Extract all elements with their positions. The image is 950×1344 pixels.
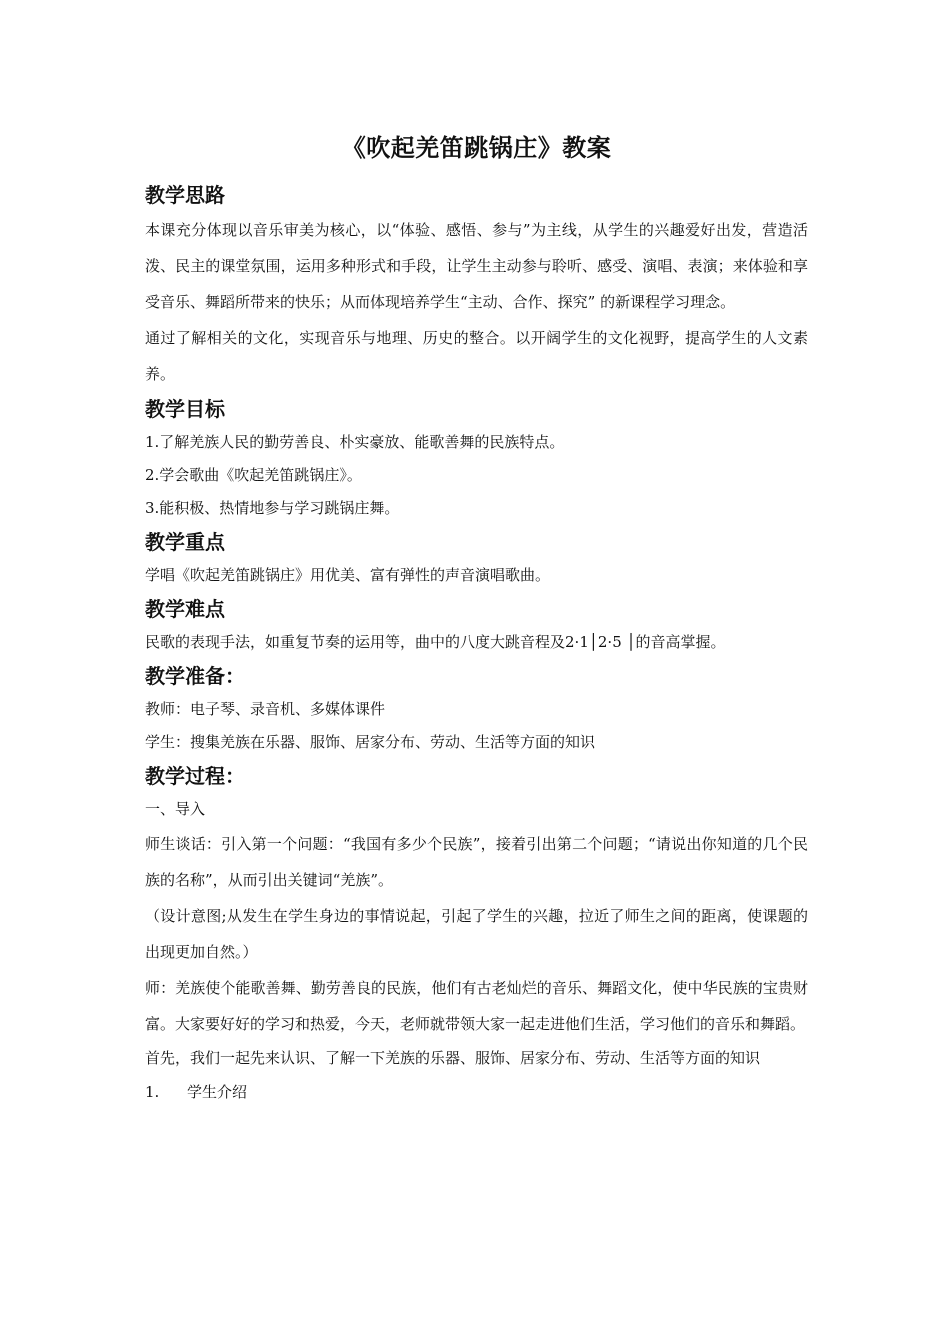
- paragraph: 通过了解相关的文化，实现音乐与地理、历史的整合。以开阔学生的文化视野，提高学生的人文素养。: [145, 329, 808, 383]
- heading-teaching-prep: 教学准备：: [145, 664, 245, 688]
- list-number: 1.: [145, 1083, 160, 1101]
- goal-item: 3.能积极、热情地参与学习跳锅庄舞。: [145, 499, 400, 517]
- paragraph: 本课充分体现以音乐审美为核心，以“体验、感悟、参与”为主线，从学生的兴趣爱好出发，营造活泼、民主的课堂氛围，运用多种形式和手段，让学生主动参与聆听、感受、演唱、表演；来体验和享受音乐、舞蹈所带来的快乐；从而体现培养学生“主动、合作、探究” 的新课程学习理念。: [145, 221, 808, 311]
- heading-teaching-goals: 教学目标: [145, 397, 225, 421]
- goal-item: 2.学会歌曲《吹起羌笛跳锅庄》。: [145, 466, 362, 484]
- paragraph: 学唱《吹起羌笛跳锅庄》用优美、富有弹性的声音演唱歌曲。: [145, 566, 551, 584]
- paragraph: 首先，我们一起先来认识、了解一下羌族的乐器、服饰、居家分布、劳动、生活等方面的知识: [145, 1049, 761, 1067]
- list-item: [145, 1075, 808, 1109]
- heading-teaching-difficulty: 教学难点: [145, 597, 225, 621]
- paragraph: 民歌的表现手法，如重复节奏的运用等，曲中的八度大跳音程及2·1│2·5 │的音高掌握。: [145, 633, 726, 651]
- heading-teaching-key: 教学重点: [145, 530, 225, 554]
- paragraph: （设计意图;从发生在学生身边的事情说起，引起了学生的兴趣，拉近了师生之间的距离，使课题的出现更加自然。）: [145, 907, 808, 961]
- prep-student: 学生：搜集羌族在乐器、服饰、居家分布、劳动、生活等方面的知识: [145, 733, 596, 751]
- heading-teaching-process: 教学过程：: [145, 764, 245, 788]
- list-text: 学生介绍: [187, 1083, 248, 1101]
- paragraph: 师生谈话：引入第一个问题：“我国有多少个民族”，接着引出第二个问题；“请说出你知道的几个民族的名称”，从而引出关键词“羌族”。: [145, 835, 808, 889]
- goal-item: 1.了解羌族人民的勤劳善良、朴实豪放、能歌善舞的民族特点。: [145, 433, 565, 451]
- paragraph: 师：羌族使个能歌善舞、勤劳善良的民族，他们有古老灿烂的音乐、舞蹈文化，使中华民族的宝贵财富。大家要好好的学习和热爱，今天，老师就带领大家一起走进他们生活，学习他们的音乐和舞蹈。: [145, 979, 808, 1033]
- heading-teaching-thinking: 教学思路: [145, 183, 225, 207]
- process-step: 一、导入: [145, 800, 206, 818]
- document-title: 《吹起羌笛跳锅庄》教案: [341, 134, 612, 162]
- prep-teacher: 教师：电子琴、录音机、多媒体课件: [145, 700, 386, 718]
